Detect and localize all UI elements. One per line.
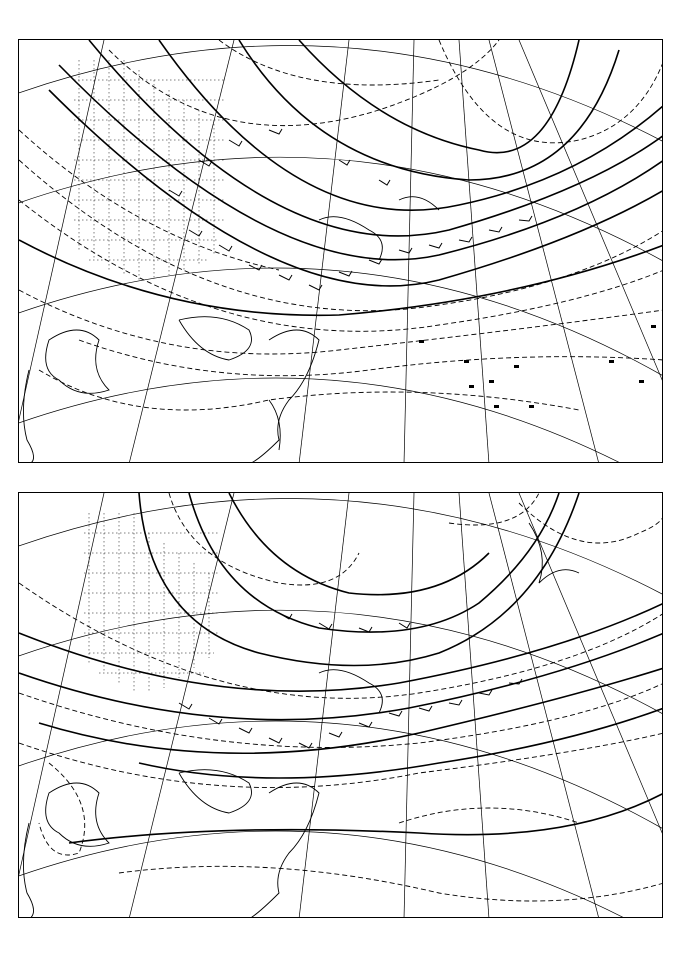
map-300hpa-canvas [19,40,663,463]
map-500hpa-canvas [19,493,663,918]
map-panel-500hpa [18,492,663,918]
map-panel-300hpa [18,39,663,463]
product-header [24,935,79,953]
